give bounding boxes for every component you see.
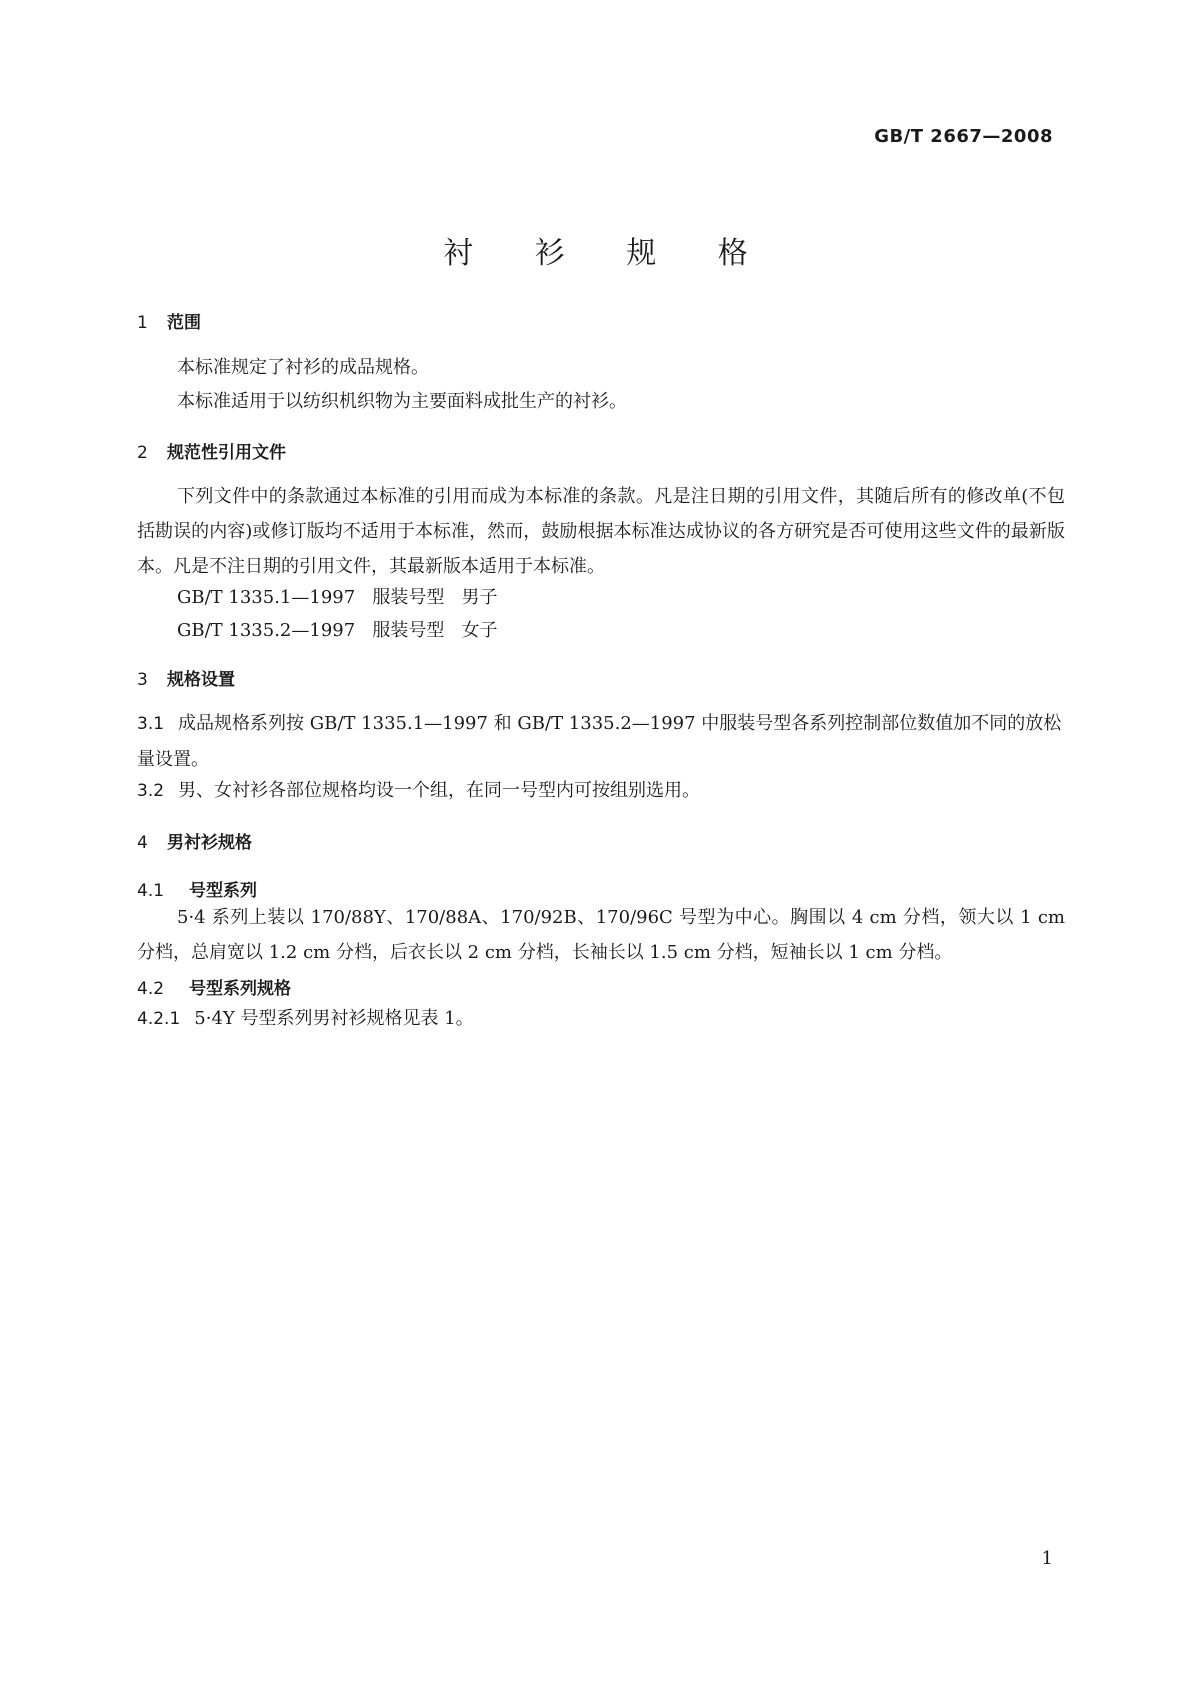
section-3-heading	[137, 665, 235, 690]
document-title	[0, 228, 1191, 272]
subsection-4-1-heading	[137, 876, 257, 901]
subsection-4-1-text: 5·4 系列上装以 170/88Y、170/88A、170/92B、170/96C 号型为中心。胸围以 4 cm 分档，领大以 1 cm 分档，总肩宽以 1.2 cm 分档，后衣长以 2 cm 分档，长袖长以 1.5 cm 分档，短袖长以 1 cm 分档。	[137, 907, 1065, 963]
subsection-4-2-heading	[137, 974, 291, 999]
section-number: 2	[137, 443, 148, 463]
section-1-para-2: 本标准适用于以纺织机织物为主要面料成批生产的衬衫。	[177, 391, 627, 412]
subsection-number: 4.2	[137, 979, 165, 999]
section-2-heading	[137, 438, 286, 463]
clause-3-1	[137, 706, 1065, 777]
subsection-title: 号型系列	[189, 881, 257, 901]
section-number: 3	[137, 670, 148, 690]
reference-item-2: GB/T 1335.2—1997 服装号型 女子	[177, 620, 498, 641]
section-title: 规格设置	[167, 670, 235, 690]
clause-number: 4.2.1	[137, 1009, 181, 1029]
clause-3-2	[137, 773, 1065, 809]
reference-item-1: GB/T 1335.1—1997 服装号型 男子	[177, 587, 498, 608]
subsection-title: 号型系列规格	[189, 979, 291, 999]
section-1-para-1: 本标准规定了衬衫的成品规格。	[177, 357, 429, 378]
clause-number: 3.2	[137, 781, 165, 801]
document-title-text: 衬 衫 规 格	[443, 236, 774, 271]
clause-text: 男、女衬衫各部位规格均设一个组，在同一号型内可按组别选用。	[178, 780, 701, 801]
standard-number: GB/T 2667—2008	[874, 126, 1053, 147]
section-title: 男衬衫规格	[167, 833, 252, 853]
clause-4-2-1	[137, 1001, 1065, 1037]
section-title: 规范性引用文件	[167, 443, 286, 463]
page-number: 1	[1041, 1548, 1053, 1569]
section-4-heading	[137, 828, 252, 853]
section-title: 范围	[167, 313, 201, 333]
section-1-heading	[137, 308, 201, 333]
clause-text: 5·4Y 号型系列男衬衫规格见表 1。	[194, 1008, 474, 1029]
section-number: 1	[137, 313, 148, 333]
section-number: 4	[137, 833, 148, 853]
clause-text: 成品规格系列按 GB/T 1335.1—1997 和 GB/T 1335.2—1997 中服装号型各系列控制部位数值加不同的放松量设置。	[137, 713, 1062, 770]
section-2-para-1: 下列文件中的条款通过本标准的引用而成为本标准的条款。凡是注日期的引用文件，其随后所有的修改单(不包括勘误的内容)或修订版均不适用于本标准，然而，鼓励根据本标准达成协议的各方研究是否可使用这些文件的最新版本。凡是不注日期的引用文件，其最新版本适用于本标准。	[137, 486, 1065, 577]
clause-number: 3.1	[137, 714, 165, 734]
subsection-number: 4.1	[137, 881, 165, 901]
